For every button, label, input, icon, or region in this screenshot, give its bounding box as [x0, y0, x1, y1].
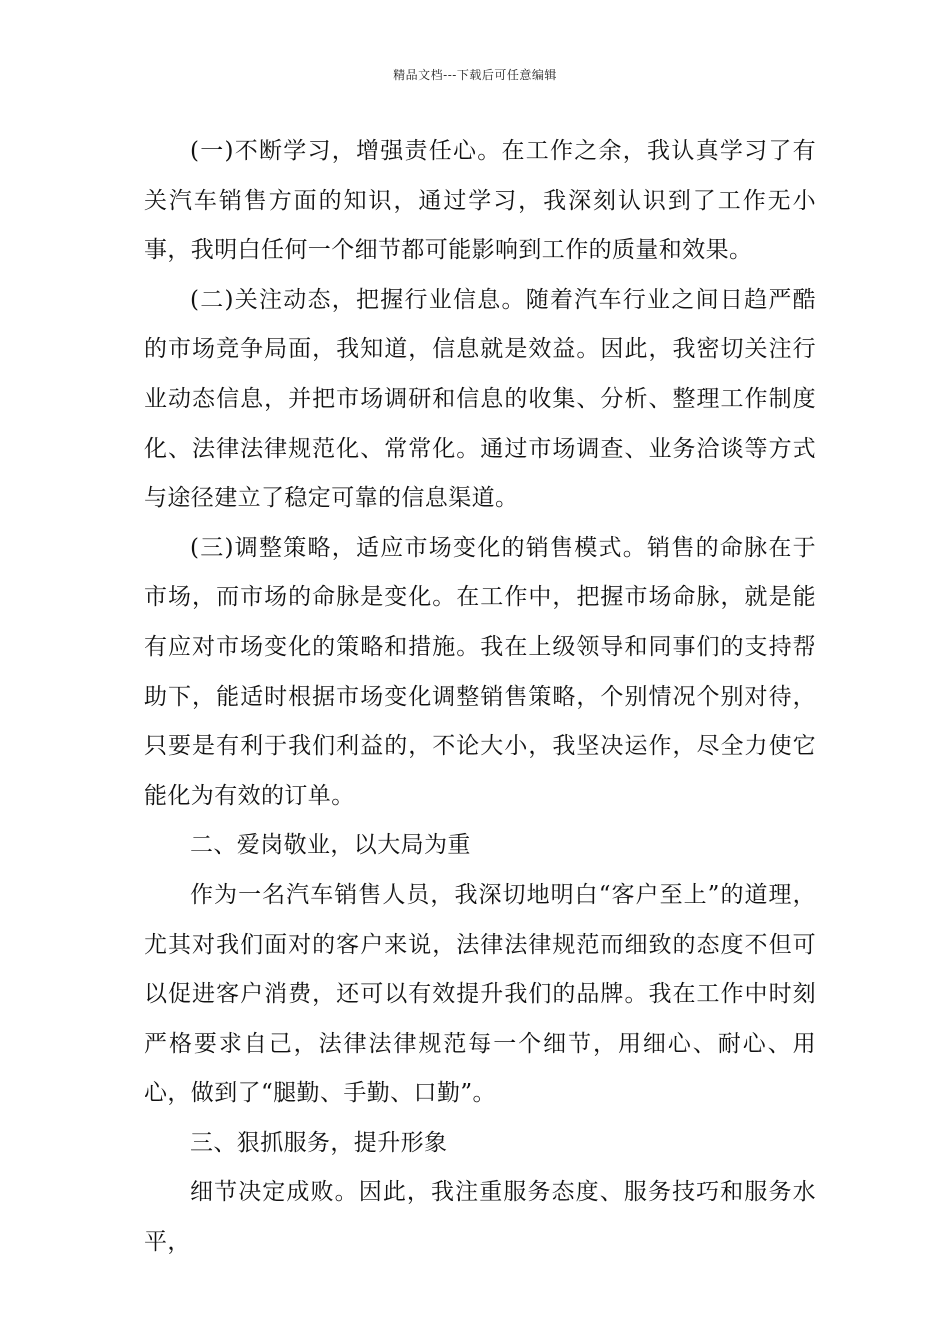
document-body — [144, 127, 816, 1268]
paragraph-customer-first: 作为一名汽车销售人员，我深切地明白“客户至上”的道理，尤其对我们面对的客户来说，法律法律规范而细致的态度不但可以促进客户消费，还可以有效提升我们的品牌。我在工作中时刻严格要求自己，法律法律规范每一个细节，用细心、耐心、用心，做到了“腿勤、手勤、口勤”。 — [144, 881, 816, 1107]
paragraph-continuous-learning: (一)不断学习，增强责任心。在工作之余，我认真学习了有关汽车销售方面的知识，通过学习，我深刻认识到了工作无小事，我明白任何一个细节都可能影响到工作的质量和效果。 — [144, 138, 816, 264]
page-header-note: 精品文档---下载后可任意编辑 — [393, 68, 557, 82]
section-heading-dedication: 二、爱岗敬业，以大局为重 — [190, 832, 471, 859]
section-heading-service: 三、狠抓服务，提升形象 — [190, 1129, 448, 1156]
paragraph-adjust-strategy: (三)调整策略，适应市场变化的销售模式。销售的命脉在于市场，而市场的命脉是变化。在工作中，把握市场命脉，就是能有应对市场变化的策略和措施。我在上级领导和同事们的支持帮助下，能适时根据市场变化调整销售策略，个别情况个别对待，只要是有利于我们利益的，不论大小，我坚决运作，尽全力使它能化为有效的订单。 — [144, 534, 816, 809]
paragraph-details: 细节决定成败。因此，我注重服务态度、服务技巧和服务水平， — [144, 1179, 816, 1256]
paragraph-industry-info: (二)关注动态，把握行业信息。随着汽车行业之间日趋严酷的市场竞争局面，我知道，信息就是效益。因此，我密切关注行业动态信息，并把市场调研和信息的收集、分析、整理工作制度化、法律法律规范化、常常化。通过市场调查、业务洽谈等方式与途径建立了稳定可靠的信息渠道。 — [144, 286, 816, 512]
